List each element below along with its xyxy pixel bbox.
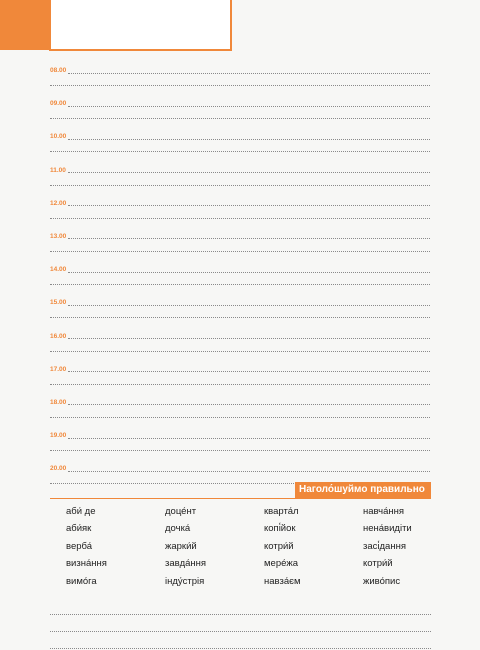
hour-line[interactable] [50,234,430,241]
dotted-rule [68,205,430,206]
stress-word: котри́й [363,558,393,570]
stress-word: дочка́ [165,523,191,535]
hour-label: 19.00 [50,432,67,440]
half-hour-line[interactable] [50,317,430,318]
corner-accent-block [0,0,50,50]
stress-word: копі́йок [264,523,296,535]
stress-word: навза́єм [264,575,301,587]
half-hour-line[interactable] [50,151,430,152]
half-hour-line[interactable] [50,417,430,418]
stress-word: засі́дання [363,540,406,552]
stress-word: інду́стрія [165,575,205,587]
stress-word: аби́ де [66,506,96,517]
hour-row [50,259,430,292]
hour-line[interactable] [50,433,430,440]
dotted-rule [68,272,430,273]
hour-label: 13.00 [50,232,67,240]
stress-word: навча́ння [363,506,405,517]
header-frame [49,0,232,51]
hour-row [50,93,430,126]
dotted-rule [68,371,430,372]
hour-label: 15.00 [50,299,67,307]
hour-label: 08.00 [50,67,67,74]
hour-label: 11.00 [50,166,66,174]
half-hour-line[interactable] [50,118,430,119]
stress-word: кварта́л [264,506,299,517]
hour-line[interactable] [50,300,430,307]
hourly-schedule [50,60,430,491]
stress-word: доце́нт [165,506,197,517]
hour-line[interactable] [50,101,430,108]
stress-word: визна́ння [66,558,107,570]
dotted-rule [68,471,430,472]
hour-line[interactable] [50,466,430,473]
stress-word: нена́видіти [363,523,412,535]
hour-row [50,160,430,193]
hour-label: 10.00 [50,133,67,141]
stress-section-title: Наголо́шуймо правильно [295,482,431,498]
stress-word: вимо́га [66,575,97,587]
dotted-rule [68,106,430,107]
stress-word-grid [66,503,446,590]
stress-word: живо́пис [363,575,401,587]
stress-section-rule [50,498,431,499]
stress-word: котри́й [264,540,294,552]
half-hour-line[interactable] [50,284,430,285]
half-hour-line[interactable] [50,450,430,451]
hour-row [50,126,430,159]
hour-row [50,193,430,226]
dotted-rule [68,438,430,439]
hour-row [50,425,430,458]
dotted-rule [68,139,430,140]
hour-line[interactable] [50,400,430,407]
dotted-rule [68,73,430,74]
dotted-rule [68,338,430,339]
stress-word: аби́як [66,523,92,535]
hour-line[interactable] [50,168,430,175]
half-hour-line[interactable] [50,218,430,219]
half-hour-line[interactable] [50,251,430,252]
hour-label: 17.00 [50,365,67,373]
hour-row [50,226,430,259]
hour-row [50,392,430,425]
dotted-rule [68,404,430,405]
hour-label: 16.00 [50,332,67,340]
dotted-rule [68,172,430,173]
hour-line[interactable] [50,68,430,75]
note-line[interactable] [50,632,431,649]
note-line[interactable] [50,615,431,632]
hour-row [50,326,430,359]
stress-word: мере́жа [264,558,299,570]
stress-word: жарки́й [165,540,197,552]
hour-line[interactable] [50,267,430,274]
hour-label: 09.00 [50,100,67,108]
note-line[interactable] [50,598,431,615]
stress-word: завда́ння [165,558,207,570]
hour-row [50,60,430,93]
hour-line[interactable] [50,334,430,341]
hour-label: 12.00 [50,199,67,207]
half-hour-line[interactable] [50,351,430,352]
hour-line[interactable] [50,201,430,208]
half-hour-line[interactable] [50,185,430,186]
notes-area [50,598,431,649]
hour-label: 18.00 [50,398,67,406]
stress-word: верба́ [66,540,93,552]
half-hour-line[interactable] [50,384,430,385]
dotted-rule [68,305,430,306]
hour-label: 14.00 [50,266,67,274]
half-hour-line[interactable] [50,85,430,86]
hour-line[interactable] [50,134,430,141]
dotted-rule [68,238,430,239]
hour-line[interactable] [50,367,430,374]
hour-row [50,359,430,392]
hour-label: 20.00 [50,465,67,473]
hour-row [50,292,430,325]
